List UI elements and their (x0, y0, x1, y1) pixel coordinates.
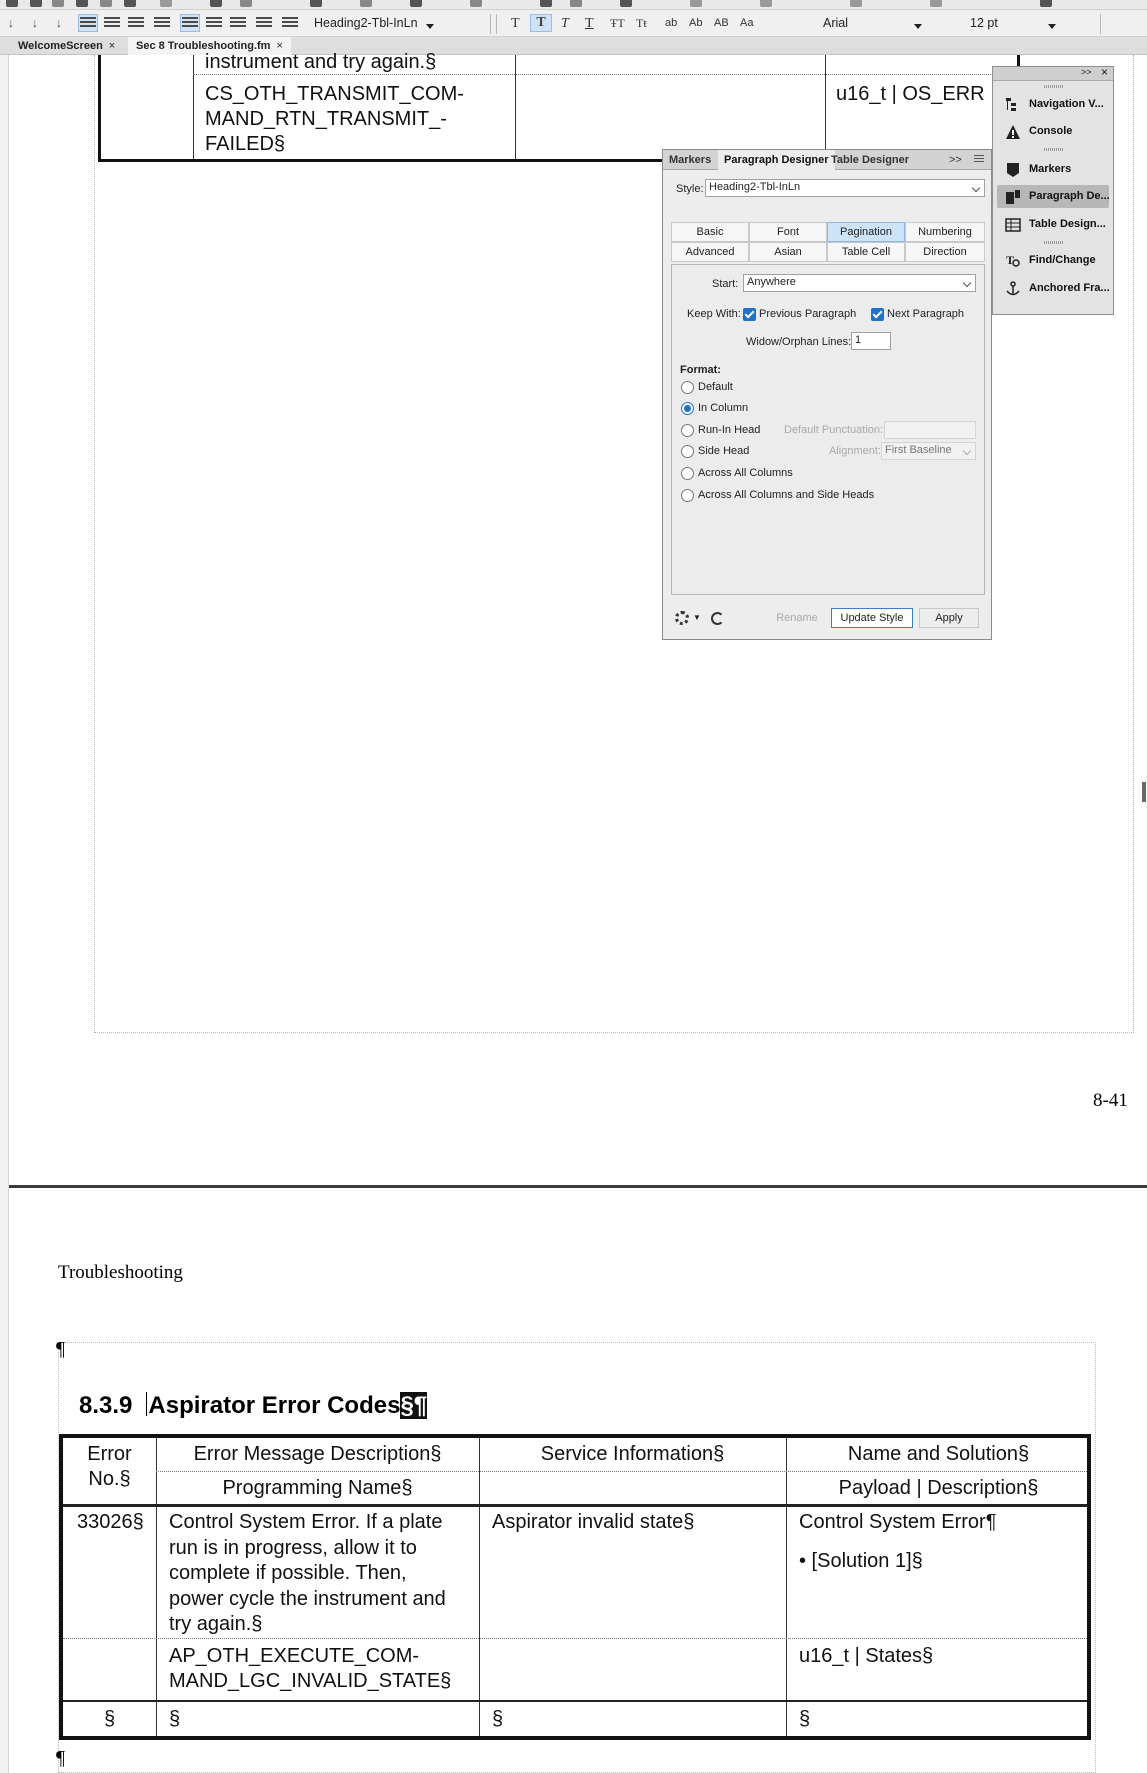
find-change-icon (1005, 253, 1021, 269)
table-cell-text[interactable]: MAND_RTN_TRANSMIT_- (205, 108, 447, 130)
tab-font[interactable]: Font (749, 222, 827, 242)
text-style-overline[interactable]: ŦT (610, 16, 625, 30)
toolbar-icon[interactable] (690, 0, 702, 7)
toolbar-icon[interactable] (100, 0, 112, 7)
rename-button[interactable]: Rename (776, 612, 818, 624)
default-punctuation-input (884, 421, 976, 439)
document-tab-bar (0, 37, 1147, 55)
tab-pagination[interactable]: Pagination (827, 222, 905, 242)
toolbar-icon[interactable] (1040, 0, 1052, 7)
format-option-label: Default (698, 381, 733, 393)
line-spacing-icon[interactable] (280, 14, 300, 32)
font-size-select[interactable]: 12 pt (970, 16, 998, 30)
format-option-label: Across All Columns (698, 467, 793, 479)
svg-text:T: T (1006, 253, 1015, 267)
toolbar-icon[interactable] (570, 0, 582, 7)
panel-menu-icon[interactable] (974, 155, 984, 164)
text-case-sentence[interactable]: Aa (740, 17, 754, 29)
text-case-lower[interactable]: ab (665, 17, 678, 29)
default-punctuation-label: Default Punctuation: (784, 424, 884, 436)
apply-button[interactable]: Apply (919, 608, 979, 628)
toolbar-icon[interactable] (76, 0, 88, 7)
tab-table-designer[interactable]: Table Designer (831, 154, 910, 166)
gear-icon[interactable] (675, 611, 689, 625)
description-line[interactable]: Control System Error. If a plate (169, 1511, 443, 1533)
dock-item-paragraph-designer[interactable]: Paragraph De... (997, 185, 1109, 208)
table-header-cell: Error (87, 1443, 132, 1465)
refresh-icon[interactable] (711, 612, 724, 625)
format-across-columns-radio[interactable] (681, 467, 694, 480)
chevron-down-icon (963, 279, 971, 287)
previous-paragraph-label: Previous Paragraph (759, 308, 857, 320)
pilcrow-mark: ¶ (56, 1747, 66, 1769)
description-line[interactable]: try again.§ (169, 1613, 263, 1635)
toolbar-icon[interactable] (760, 0, 772, 7)
empty-cell-mark[interactable]: § (103, 1708, 116, 1730)
page-separator (9, 1185, 1147, 1188)
spacing-icon[interactable] (204, 14, 224, 32)
name-cell[interactable]: Control System Error¶ (799, 1511, 997, 1533)
expand-dock-icon[interactable]: >> (1081, 67, 1092, 77)
align-justify-icon[interactable] (152, 14, 172, 32)
table-header-cell: Programming Name§ (222, 1477, 413, 1499)
toolbar-icon[interactable] (620, 0, 632, 7)
toolbar-icon[interactable] (850, 0, 862, 7)
next-paragraph-label: Next Paragraph (887, 308, 965, 320)
font-family-select[interactable]: Arial (823, 16, 849, 30)
toolbar-icon[interactable] (360, 0, 372, 7)
text-style-italic[interactable]: T (561, 16, 569, 31)
paragraph-designer-icon (1005, 189, 1021, 205)
payload-cell[interactable]: u16_t | States§ (799, 1645, 934, 1667)
format-label: Format: (680, 364, 721, 376)
service-info-cell[interactable]: Aspirator invalid state§ (492, 1511, 695, 1533)
align-center-icon[interactable] (102, 14, 122, 32)
panel-overflow-icon[interactable]: >> (949, 154, 962, 166)
paragraph-designer-panel (662, 149, 992, 640)
style-label: Style: (676, 183, 704, 195)
empty-cell-mark[interactable]: § (799, 1708, 811, 1730)
table-header-cell: Error Message Description§ (193, 1443, 442, 1465)
tab-direction[interactable]: Direction (905, 242, 985, 262)
chevron-down-icon[interactable] (914, 24, 922, 29)
toolbar-icon[interactable] (210, 0, 222, 7)
table-cell-text[interactable]: u16_t | OS_ERR (836, 83, 985, 105)
paragraph-style-select[interactable]: Heading2-Tbl-InLn (314, 16, 418, 30)
move-down-icon[interactable]: ↓ (56, 16, 62, 30)
warning-icon (1005, 124, 1021, 140)
format-run-in-head-radio[interactable] (681, 424, 694, 437)
tab-welcome-screen[interactable]: WelcomeScreen × (18, 40, 116, 52)
dock-item-markers[interactable]: Markers (997, 158, 1109, 181)
anchor-icon (1005, 281, 1021, 297)
toolbar-icon[interactable] (240, 0, 252, 7)
spacing-icon[interactable] (228, 14, 248, 32)
close-icon[interactable]: × (1101, 65, 1109, 79)
dock-title-bar[interactable] (993, 67, 1113, 81)
dock-item-anchored-frames[interactable]: Anchored Fra... (997, 277, 1109, 300)
toolbar-icon[interactable] (410, 0, 422, 7)
table-cell-text[interactable]: CS_OTH_TRANSMIT_COM- (205, 83, 464, 105)
programming-name-line[interactable]: MAND_LGC_INVALID_STATE§ (169, 1670, 452, 1692)
vertical-ruler (0, 55, 9, 1773)
text-case-title[interactable]: Ab (689, 17, 703, 29)
format-across-columns-side-heads-radio[interactable] (681, 489, 694, 502)
toolbar-icon[interactable] (6, 0, 18, 7)
marker-icon (1005, 162, 1021, 178)
chevron-down-icon (963, 447, 971, 455)
table-cell-text[interactable]: FAILED§ (205, 133, 286, 155)
table-designer-icon (1005, 217, 1021, 233)
next-paragraph-checkbox[interactable] (871, 308, 884, 321)
text-style-underline[interactable]: T (585, 16, 594, 31)
error-code-table (59, 1434, 1091, 1740)
panel-dock (992, 66, 1114, 315)
chevron-down-icon (972, 184, 980, 192)
scrollbar-thumb[interactable] (1142, 782, 1146, 802)
chevron-down-icon[interactable] (1048, 24, 1056, 29)
main-toolbar-cropped (0, 0, 1147, 10)
solution-bullet[interactable]: • [Solution 1]§ (799, 1550, 923, 1572)
text-style-bold[interactable]: T (530, 14, 552, 32)
section-heading[interactable] (79, 1392, 427, 1420)
move-down-icon[interactable]: ↓ (32, 16, 38, 30)
top-table-fragment (98, 51, 1020, 162)
alignment-label: Alignment: (829, 445, 881, 457)
format-in-column-radio[interactable] (681, 402, 694, 415)
toolbar-icon[interactable] (30, 0, 42, 7)
text-case-upper[interactable]: AB (714, 17, 729, 29)
chevron-down-icon[interactable]: ▼ (693, 613, 701, 622)
toolbar-icon[interactable] (310, 0, 322, 7)
empty-cell-mark[interactable]: § (492, 1708, 504, 1730)
pilcrow-mark: ¶ (56, 1338, 66, 1360)
description-line[interactable]: power cycle the instrument and (169, 1587, 446, 1610)
alignment-select: First Baseline (881, 442, 976, 460)
dock-item-navigation[interactable]: Navigation V... (997, 93, 1109, 116)
format-option-label: Across All Columns and Side Heads (698, 489, 875, 501)
table-header-cell: Payload | Description§ (838, 1477, 1039, 1499)
chevron-down-icon[interactable] (426, 24, 434, 29)
style-select[interactable]: Heading2-Tbl-InLn (705, 179, 985, 197)
format-side-head-radio[interactable] (681, 445, 694, 458)
previous-paragraph-checkbox[interactable] (743, 308, 756, 321)
close-icon[interactable]: × (276, 40, 283, 52)
tab-basic[interactable]: Basic (671, 222, 749, 242)
align-left-icon[interactable] (78, 14, 98, 32)
description-line[interactable]: complete if possible. Then, (169, 1562, 407, 1584)
toolbar-icon[interactable] (540, 0, 552, 7)
widow-orphan-label: Widow/Orphan Lines: (746, 336, 852, 348)
tab-paragraph-designer[interactable]: Paragraph Designer (718, 150, 835, 170)
empty-cell-mark[interactable]: § (169, 1708, 181, 1730)
format-option-label: In Column (698, 402, 749, 414)
keep-with-label: Keep With: (687, 308, 741, 320)
tab-asian[interactable]: Asian (749, 242, 827, 262)
table-cell-text[interactable]: instrument and try again.§ (205, 51, 437, 73)
text-style-plain[interactable]: T (511, 16, 520, 31)
widow-orphan-input[interactable]: 1 (851, 332, 891, 350)
format-option-label: Run-In Head (698, 424, 761, 436)
dock-item-table-designer[interactable]: Table Design... (997, 213, 1109, 236)
tab-table-cell[interactable]: Table Cell (827, 242, 905, 262)
page-number: 8-41 (1093, 1090, 1128, 1111)
toolbar-icon[interactable] (52, 0, 64, 7)
tab-advanced[interactable]: Advanced (671, 242, 749, 262)
toolbar-icon[interactable] (470, 0, 482, 7)
move-down-icon[interactable]: ↓ (8, 16, 14, 30)
table-header-cell: Service Information§ (540, 1443, 725, 1465)
format-toolbar (0, 10, 1147, 37)
running-header: Troubleshooting (58, 1262, 183, 1283)
description-line[interactable]: run is in progress, allow it to (169, 1536, 417, 1559)
tab-sec8-troubleshooting[interactable]: Sec 8 Troubleshooting.fm × (128, 37, 291, 55)
spacing-icon[interactable] (254, 14, 274, 32)
align-right-icon[interactable] (126, 14, 146, 32)
start-label: Start: (712, 278, 739, 290)
update-style-button[interactable]: Update Style (831, 608, 913, 628)
tab-markers[interactable]: Markers (669, 154, 712, 166)
format-default-radio[interactable] (681, 381, 694, 394)
tab-numbering[interactable]: Numbering (905, 222, 985, 242)
error-number-cell[interactable]: 33026§ (77, 1511, 144, 1533)
toolbar-icon[interactable] (930, 0, 942, 7)
dock-item-console[interactable]: Console (997, 120, 1109, 143)
toolbar-icon[interactable] (160, 0, 172, 7)
dock-item-find-change[interactable]: T Find/Change (1006, 253, 1096, 267)
text-style-strikethrough[interactable]: Tŧ (636, 16, 647, 30)
table-header-cell: Name and Solution§ (847, 1443, 1030, 1465)
heading-number: 8.3.9 (79, 1392, 133, 1419)
start-select[interactable]: Anywhere (743, 274, 976, 292)
navigation-icon (1005, 97, 1021, 113)
format-option-label: Side Head (698, 445, 750, 457)
table-header-cell: No.§ (88, 1468, 131, 1490)
panel-tab-bar (663, 150, 991, 170)
programming-name-line[interactable]: AP_OTH_EXECUTE_COM- (169, 1645, 420, 1667)
toolbar-icon[interactable] (124, 0, 136, 7)
spacing-single-icon[interactable] (180, 14, 200, 32)
heading-title: Aspirator Error Codes (148, 1392, 401, 1419)
close-icon[interactable]: × (108, 40, 116, 52)
heading-end-mark: §¶ (400, 1392, 428, 1419)
